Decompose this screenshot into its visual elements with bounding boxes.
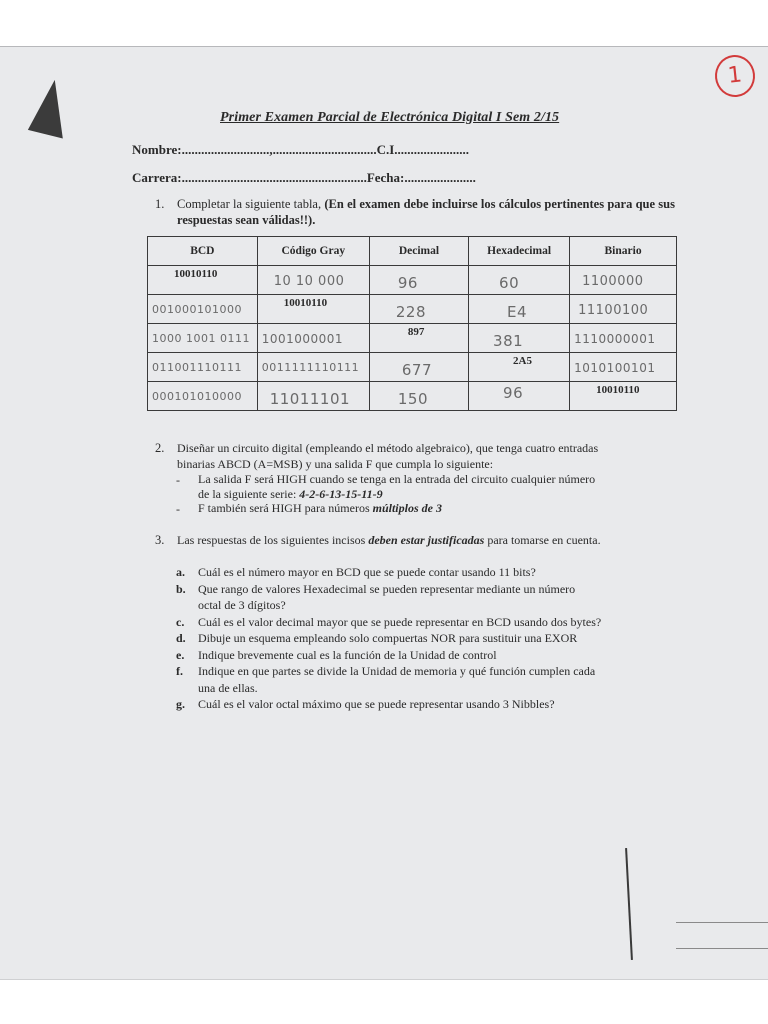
table-cell: 60: [469, 266, 570, 295]
question-3-text: Las respuestas de los siguientes incisos deben estar justificadas para tomarse en cuenta.: [177, 533, 601, 547]
question-1-number: 1.: [155, 197, 165, 211]
table-cell: 011001110111: [148, 353, 258, 382]
table-row: [148, 266, 677, 295]
table-cell: 2A5: [469, 353, 570, 382]
carrera-field: Carrera:.........................................................Fecha:......................: [132, 170, 476, 185]
table-cell: 96: [469, 382, 570, 411]
table-cell: 10010110: [148, 266, 258, 295]
list-item: c. Cuál es el valor decimal mayor que se puede representar en BCD usando dos bytes?: [176, 614, 602, 629]
table-cell: 150: [369, 382, 468, 411]
table-cell: 001000101000: [148, 295, 258, 324]
table-header-row: [148, 237, 677, 266]
list-item: d. Dibuje un esquema empleando solo compuertas NOR para sustituir una EXOR: [176, 631, 578, 645]
table-cell: 10010110: [570, 382, 677, 411]
exam-title: Primer Examen Parcial de Electrónica Digital I Sem 2/15: [220, 110, 560, 125]
table-row: [148, 353, 677, 382]
question-2-bullet2: F también será HIGH para números múltiplos de 3: [198, 501, 442, 515]
conversion-table: [147, 236, 677, 411]
table-cell: 11011101: [257, 382, 369, 411]
table-cell: 1100000: [570, 266, 677, 295]
table-cell: 677: [369, 353, 468, 382]
table-cell: 11100100: [570, 295, 677, 324]
header-gray: Código Gray: [257, 237, 369, 266]
table-cell: 897: [369, 324, 468, 353]
table-cell: 1001000001: [257, 324, 369, 353]
table-row: [148, 295, 677, 324]
nombre-field: Nombre:...........................,................................C.I.......................: [132, 142, 470, 157]
question-2-line1: Diseñar un circuito digital (empleando el método algebraico), que tenga cuatro entradas: [177, 441, 599, 455]
table-row: [148, 382, 677, 411]
list-item: e. Indique brevemente cual es la función de la Unidad de control: [176, 647, 497, 662]
question-2-line2: binarias ABCD (A=MSB) y una salida F que cumpla lo siguiente:: [177, 457, 494, 471]
footer-rule: [676, 922, 768, 923]
page-number-circle: 1: [713, 53, 757, 99]
question-3-number: 3.: [155, 533, 165, 547]
table-row: [148, 324, 677, 353]
footer-rule: [676, 948, 768, 949]
header-decimal: Decimal: [369, 237, 468, 266]
table-cell: 228: [369, 295, 468, 324]
header-bcd: BCD: [148, 237, 258, 266]
table-cell: E4: [469, 295, 570, 324]
header-binary: Binario: [570, 237, 677, 266]
table-cell: 10 10 000: [257, 266, 369, 295]
list-item: g. Cuál es el valor octal máximo que se puede representar usando 3 Nibbles?: [176, 697, 555, 711]
bullet-dash: -: [176, 502, 180, 516]
question-2-number: 2.: [155, 441, 165, 455]
question-2-bullet1-line2: de la siguiente serie: 4-2-6-13-15-11-9: [198, 487, 383, 501]
header-hex: Hexadecimal: [469, 237, 570, 266]
list-item: b. Que rango de valores Hexadecimal se pueden representar mediante un número octal de 3 dígitos?: [176, 581, 576, 612]
table-cell: 96: [369, 266, 468, 295]
question-3-items: [176, 564, 676, 713]
table-cell: 381: [469, 324, 570, 353]
table-cell: 10010110: [257, 295, 369, 324]
table-cell: 1010100101: [570, 353, 677, 382]
question-1-text: Completar la siguiente tabla, (En el examen debe incluirse los cálculos pertinentes para que sus respuestas sean válidas!!).: [177, 197, 675, 227]
bullet-dash: -: [176, 473, 180, 487]
table-cell: 1110000001: [570, 324, 677, 353]
list-item: a. Cuál es el número mayor en BCD que se puede contar usando 11 bits?: [176, 565, 536, 579]
table-cell: 000101010000: [148, 382, 258, 411]
question-2-bullet1-line1: La salida F será HIGH cuando se tenga en la entrada del circuito cualquier número: [198, 472, 596, 486]
list-item: f. Indique en que partes se divide la Unidad de memoria y qué función cumplen cada una de ellas.: [176, 664, 596, 695]
table-cell: 1000 1001 0111: [148, 324, 258, 353]
table-cell: 0011111110111: [257, 353, 369, 382]
